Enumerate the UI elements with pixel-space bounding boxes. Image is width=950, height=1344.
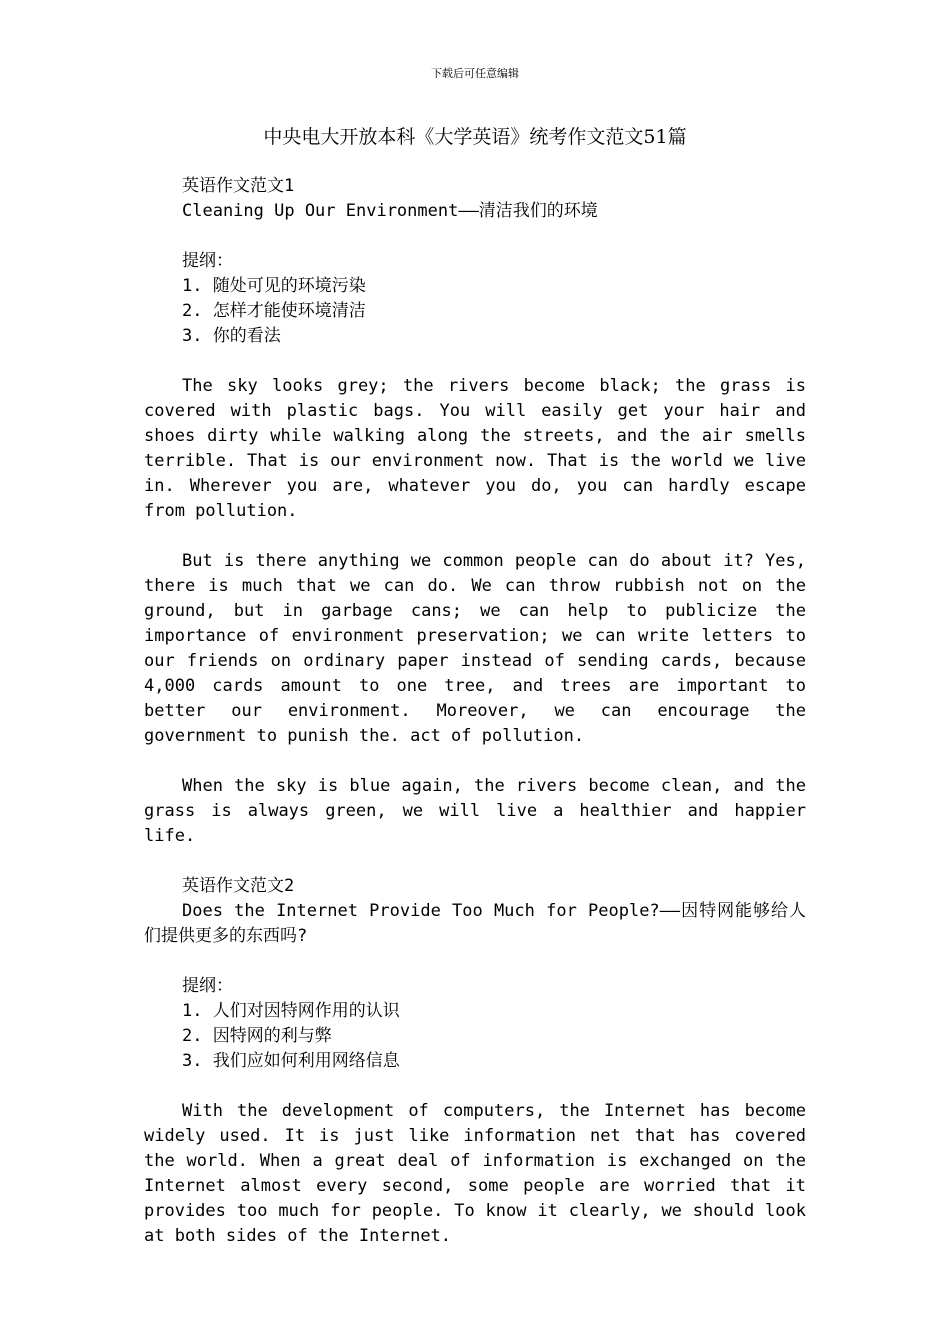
essay-topic: Cleaning Up Our Environment——清洁我们的环境 <box>182 201 598 221</box>
outline-label: 提纲： <box>182 251 233 271</box>
essay-paragraph: With the development of computers, the Internet has become widely used. It is just like information net that has covered the world. When a great deal of information is exchanged on the Internet almost every second, some people are worried that it provides too much for people. To know it clearly, we should look at both sides of the Internet. <box>144 1101 806 1246</box>
outline-item: 1. 人们对因特网作用的认识 <box>182 1001 400 1021</box>
outline-item: 2. 因特网的利与弊 <box>182 1026 332 1046</box>
outline-item: 3. 我们应如何利用网络信息 <box>182 1051 400 1071</box>
essay-paragraph: The sky looks grey; the rivers become black; the grass is covered with plastic bags. You will easily get your hair and shoes dirty while walking along the streets, and the air smells terrible. That is our environment now. That is the world we live in. Wherever you are, whatever you do, you can hardly escape from pollution. <box>144 376 806 521</box>
header-note: 下载后可任意编辑 <box>431 67 519 80</box>
document-body <box>144 174 806 1249</box>
outline-item: 2. 怎样才能使环境清洁 <box>182 301 366 321</box>
essay-label: 英语作文范文1 <box>182 176 295 196</box>
outline-item: 1. 随处可见的环境污染 <box>182 276 366 296</box>
outline-item: 3. 你的看法 <box>182 326 281 346</box>
essay-topic: Does the Internet Provide Too Much for People?——因特网能够给人们提供更多的东西吗? <box>144 901 806 946</box>
essay-paragraph: When the sky is blue again, the rivers become clean, and the grass is always green, we will live a healthier and happier life. <box>144 776 806 846</box>
document-title: 中央电大开放本科《大学英语》统考作文范文51篇 <box>263 126 687 148</box>
outline-label: 提纲： <box>182 976 233 996</box>
essay-label: 英语作文范文2 <box>182 876 295 896</box>
essay-paragraph: But is there anything we common people can do about it? Yes, there is much that we can do. We can throw rubbish not on the ground, but in garbage cans; we can help to publicize the importance of environment preservation; we can write letters to our friends on ordinary paper instead of sending cards, because 4,000 cards amount to one tree, and trees are important to better our environment. Moreover, we can encourage the government to punish the. act of pollution. <box>144 551 806 746</box>
